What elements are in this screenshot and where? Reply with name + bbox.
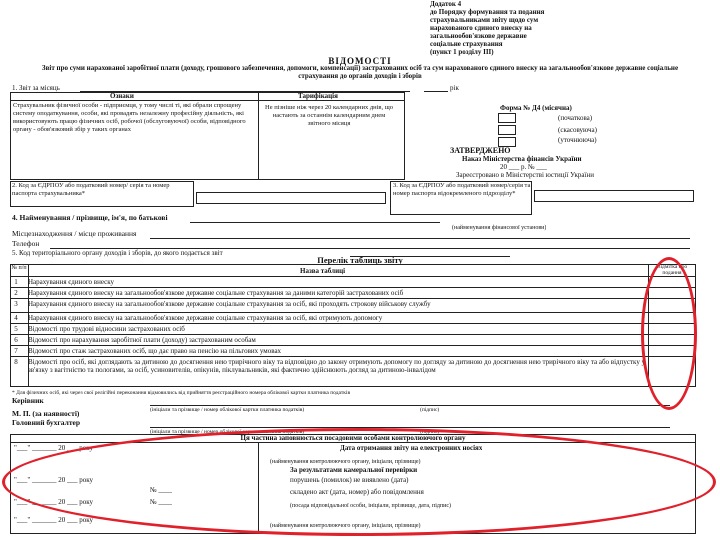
accountant-sign-caption: (підпис) xyxy=(420,429,440,435)
name-note: (найменування фінансової установи) xyxy=(452,225,547,231)
branch-code-label: 3. Код за ЄДРПОУ або податковий номер/серія та номер паспорта відокремленого підрозділу* xyxy=(393,182,531,197)
table-row xyxy=(10,357,696,387)
head-label: Керівник xyxy=(12,397,44,405)
table-title: Перелік таблиць звіту xyxy=(317,256,403,264)
cancel-checkbox[interactable] xyxy=(498,125,516,135)
official-date-4: "___" _______ 20 ___ року xyxy=(14,516,94,524)
page-subtitle: Звіт про суми нарахованої заробітної плати (доходу, грошового забезпечення, допомоги, компенсації) застрахованих осіб та сум нарахованого єдиного внеску на загальнообов'язкове державне соціальне страхування до органів доходів і зборів xyxy=(41,64,679,80)
table-row xyxy=(10,288,696,299)
appendix-line: соціальне страхування xyxy=(430,40,503,48)
location-label: Місцезнаходження / місце проживання xyxy=(12,230,137,238)
official-title: Ця частина заповнюється посадовими особами контролюючого органу xyxy=(240,434,466,442)
approved-label: ЗАТВЕРДЖЕНО xyxy=(450,147,511,155)
approved-date: 20 ___ р. № ___ xyxy=(500,163,547,171)
table-row xyxy=(10,313,696,324)
head-caption: (ініціали та прізвище / номер облікової картки платника податків) xyxy=(150,407,305,413)
row-number: 5 xyxy=(14,325,18,333)
appendix-line: нарахованого єдиного внеску на xyxy=(430,24,532,32)
row-number: 2 xyxy=(14,289,18,297)
taxpayer-code-field[interactable] xyxy=(196,192,386,204)
tax-office-label: 5. Код територіального органу доходів і зборів, до якого подається звіт xyxy=(12,249,223,257)
head-sign-caption: (підпис) xyxy=(420,407,440,413)
row-text: Нарахування єдиного внеску xyxy=(28,278,115,286)
col-name-header: Назва таблиці xyxy=(300,267,346,275)
approved-by: Наказ Міністерства фінансів України xyxy=(462,155,582,163)
row-text: Нарахування єдиного внеску на загальнообов'язкове державне соціальне страхування за осіб, які проходять строкову військову службу xyxy=(28,300,431,308)
taxpayer-code-label: 2. Код за ЄДРПОУ або податковий номер/ серія та номер паспорта страхувальника* xyxy=(12,182,170,197)
official-number-1: № ____ xyxy=(150,486,173,494)
appendix-line: Додаток 4 xyxy=(430,0,462,8)
correction-label: (уточнююча) xyxy=(558,136,597,144)
initial-label: (початкова) xyxy=(558,114,593,122)
report-year-label: рік xyxy=(450,84,459,92)
row-number: 4 xyxy=(14,314,18,322)
official-date-2: "___" _______ 20 ___ року xyxy=(14,476,94,484)
appendix-line: до Порядку формування та подання xyxy=(430,8,545,16)
official-row-3: За результатами камеральної перевірки xyxy=(290,466,418,474)
official-row-1: Дата отримання звіту на електронних носіях xyxy=(340,444,483,452)
row-text: Відомості про стаж застрахованих осіб, що дає право на пенсію на пільгових умовах xyxy=(28,347,282,355)
row-number: 3 xyxy=(14,300,18,308)
form-label: Форма № Д4 (місячна) xyxy=(500,104,572,112)
table-row xyxy=(10,324,696,335)
row-number: 6 xyxy=(14,336,18,344)
accountant-caption: (ініціали та прізвище / номер облікової картки платника податків) xyxy=(150,429,305,435)
row-number: 8 xyxy=(14,358,18,366)
highlight-ellipse-mark-column xyxy=(641,257,697,410)
official-row-4: порушень (помилок) не виявлено (дата) xyxy=(290,476,409,484)
col-mark-header: Відмітка про подання xyxy=(656,264,688,276)
official-row-5: складено акт (дата, номер) або повідомлення xyxy=(290,488,424,496)
official-number-2: № ____ xyxy=(150,498,173,506)
appendix-line: загальнообов'язкове державне xyxy=(430,32,527,40)
official-date-1: "___" _______ 20 ___ року xyxy=(14,444,94,452)
cancel-label: (скасовуюча) xyxy=(558,126,597,134)
official-date-3: "___" _______ 20 ___ року xyxy=(14,498,94,506)
branch-code-field[interactable] xyxy=(534,190,694,202)
row-number: 1 xyxy=(14,278,18,286)
appendix-line: страхувальниками звіту щодо сум xyxy=(430,16,539,24)
phone-label: Телефон xyxy=(12,240,40,248)
table-row xyxy=(10,299,696,313)
table-footnote: * Для фізичних осіб, які через свої релігійні переконання відмовились від прийняття реєстраційного номера облікової картки платника податків xyxy=(12,390,351,396)
name-label: 4. Найменування / прізвище, ім'я, по батькові xyxy=(12,214,168,222)
col-no-header: № п/п xyxy=(11,265,27,271)
appendix-block xyxy=(430,0,670,56)
row-text: Відомості про трудові відносини застрахованих осіб xyxy=(28,325,185,333)
row-number: 7 xyxy=(14,347,18,355)
attributes-header: Ознаки xyxy=(110,92,134,100)
official-row-7: (найменування контролюючого органу, ініціали, прізвище) xyxy=(270,523,421,529)
initial-checkbox[interactable] xyxy=(498,113,516,123)
page-title: ВІДОМОСТІ xyxy=(328,56,392,66)
report-month-label: 1. Звіт за місяць xyxy=(12,84,60,92)
stamp-label: М. П. (за наявності) xyxy=(12,410,80,418)
correction-checkbox[interactable] xyxy=(498,137,516,147)
accountant-label: Головний бухгалтер xyxy=(12,419,81,427)
table-row xyxy=(10,346,696,357)
table-row xyxy=(10,277,696,288)
table-row xyxy=(10,335,696,346)
row-text: Відомості про нарахування заробітної плати (доходу) застрахованим особам xyxy=(28,336,256,344)
official-row-2: (найменування контролюючого органу, ініціали, прізвище) xyxy=(270,459,421,465)
tariff-header: Тарифікація xyxy=(298,92,338,100)
tariff-text: Не пізніше ніж через 20 календарних днів, що настають за останнім календарним днем звітного місяця xyxy=(265,104,393,127)
row-text: Відомості про осіб, які доглядають за дитиною до досягнення нею трирічного віку та відповідно до закону отримують допомогу по догляду за дитиною до досягнення нею трирічного віку та або відпустку у зв'язку з вагітністю та пологами, за осіб, усиновителів, опікунів, піклувальників, які фактично здійснюють догляд за дитиною-інвалідом xyxy=(28,358,646,374)
registered-label: Зареєстровано в Міністерстві юстиції України xyxy=(456,171,594,179)
row-text: Нарахування єдиного внеску на загальнообов'язкове державне соціальне страхування за осіб, які отримують допомогу xyxy=(28,314,383,322)
row-text: Нарахування єдиного внеску на загальнообов'язкове державне соціальне страхування за даними категорій застрахованих осіб xyxy=(28,289,404,297)
official-row-6: (посада відповідальної особи, ініціали, прізвище, дата, підпис) xyxy=(290,503,452,509)
appendix-line: (пункт 1 розділу ІІІ) xyxy=(430,48,494,56)
highlight-ellipse-official xyxy=(2,428,716,536)
attributes-text: Страхувальник фізичної особи - підприємця, у тому числі ті, які обрали спрощену систему оподаткування, особи, які провадять незалежну професійну діяльність, які використовують працю фізичних осіб, робочої (обслуговуючої) особи, відповідного органу - обов'язковий збір у таких органах xyxy=(13,102,246,133)
